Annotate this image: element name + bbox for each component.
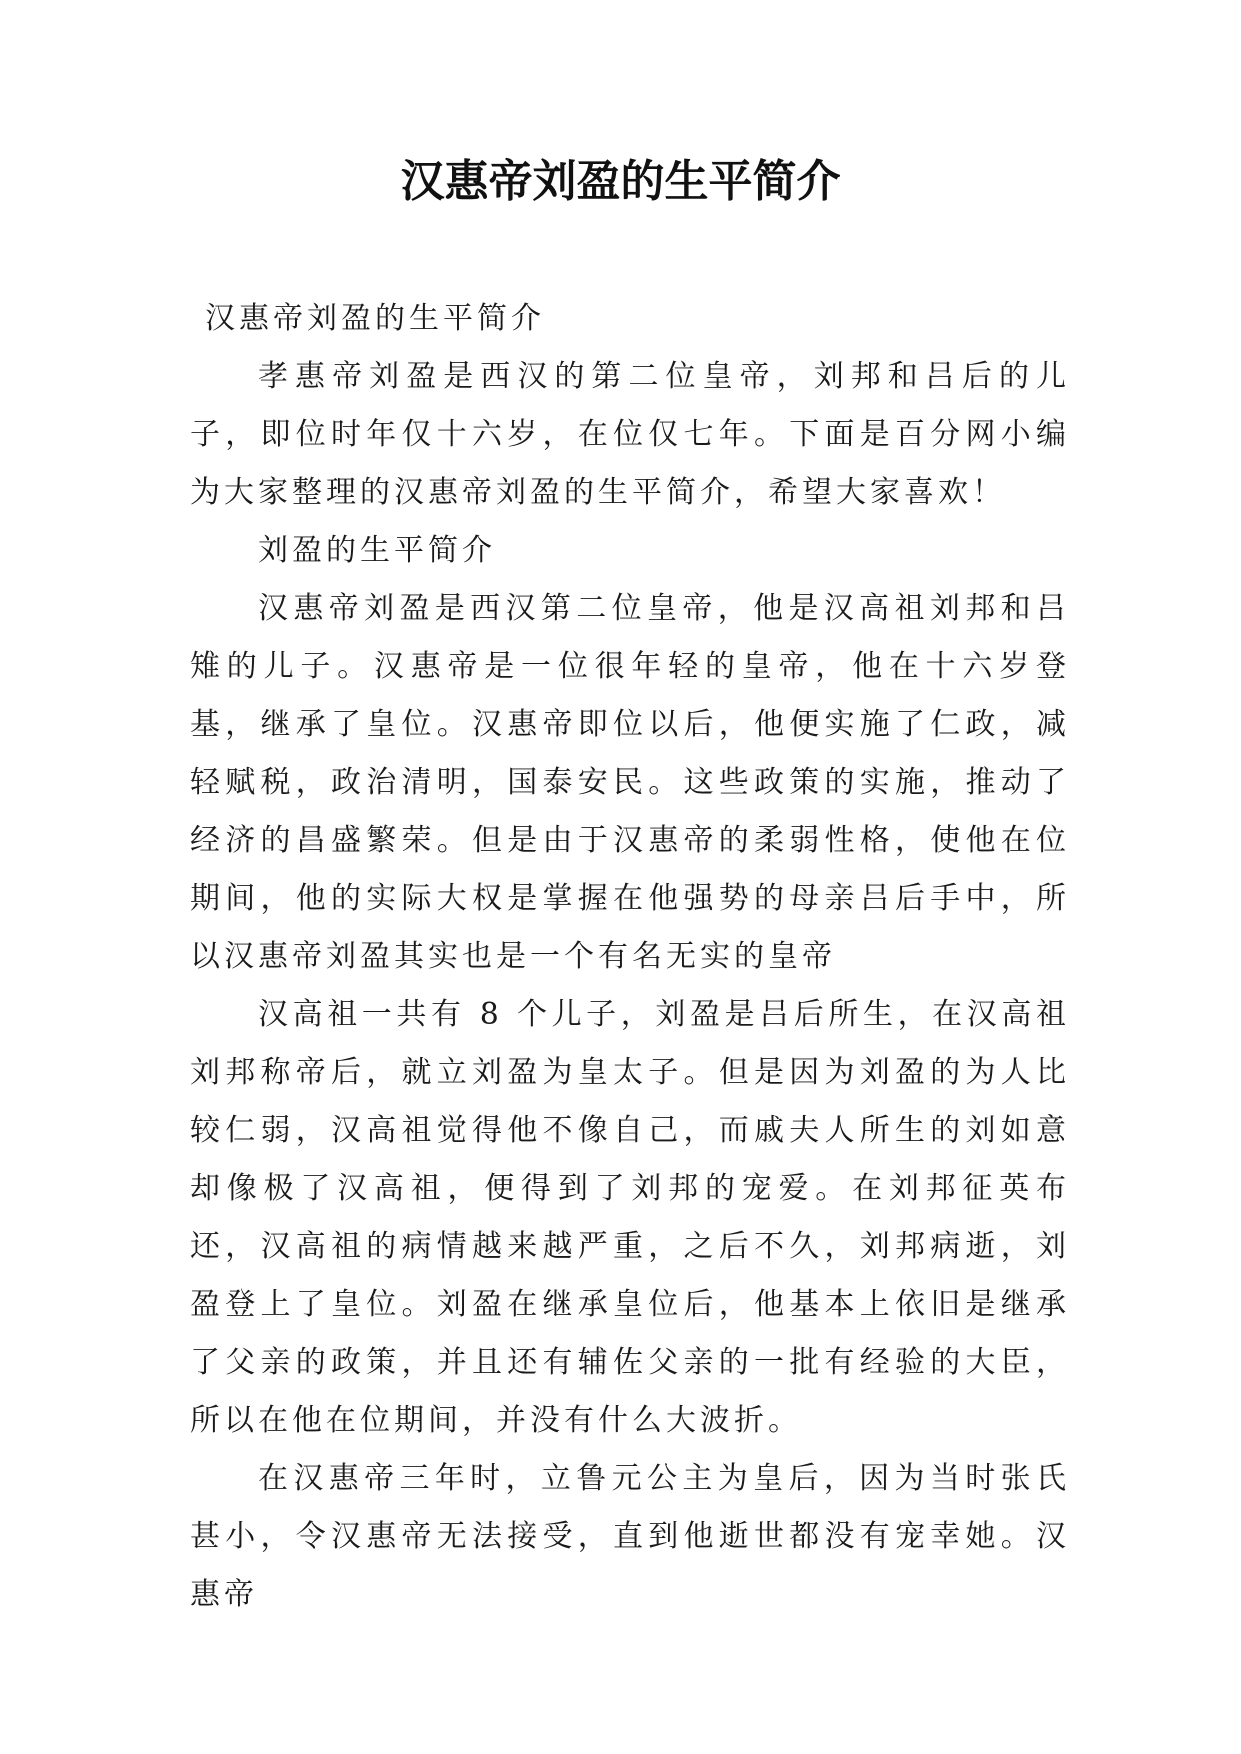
subtitle-paragraph: 汉惠帝刘盈的生平简介 (205, 301, 545, 336)
body-paragraph: 在汉惠帝三年时，立鲁元公主为皇后，因为当时张氏甚小，令汉惠帝无法接受，直到他逝世都没有宠幸她。汉惠帝 (190, 1461, 1070, 1612)
intro-paragraph: 孝惠帝刘盈是西汉的第二位皇帝，刘邦和吕后的儿子，即位时年仅十六岁，在位仅七年。下面是百分网小编为大家整理的汉惠帝刘盈的生平简介，希望大家喜欢！ (190, 359, 1070, 510)
section-heading: 刘盈的生平简介 (258, 533, 496, 568)
body-paragraph: 汉惠帝刘盈是西汉第二位皇帝，他是汉高祖刘邦和吕雉的儿子。汉惠帝是一位很年轻的皇帝，他在十六岁登基，继承了皇位。汉惠帝即位以后，他便实施了仁政，减轻赋税，政治清明，国泰安民。这些政策的实施，推动了经济的昌盛繁荣。但是由于汉惠帝的柔弱性格，使他在位期间，他的实际大权是掌握在他强势的母亲吕后手中，所以汉惠帝刘盈其实也是一个有名无实的皇帝 (190, 591, 1070, 974)
document-body (190, 290, 1070, 1624)
document-title: 汉惠帝刘盈的生平简介 (400, 156, 841, 207)
body-paragraph: 汉高祖一共有 8 个儿子，刘盈是吕后所生，在汉高祖刘邦称帝后，就立刘盈为皇太子。但是因为刘盈的为人比较仁弱，汉高祖觉得他不像自己，而戚夫人所生的刘如意却像极了汉高祖，便得到了刘邦的宠爱。在刘邦征英布还，汉高祖的病情越来越严重，之后不久，刘邦病逝，刘盈登上了皇位。刘盈在继承皇位后，他基本上依旧是继承了父亲的政策，并且还有辅佐父亲的一批有经验的大臣，所以在他在位期间，并没有什么大波折。 (190, 997, 1070, 1438)
